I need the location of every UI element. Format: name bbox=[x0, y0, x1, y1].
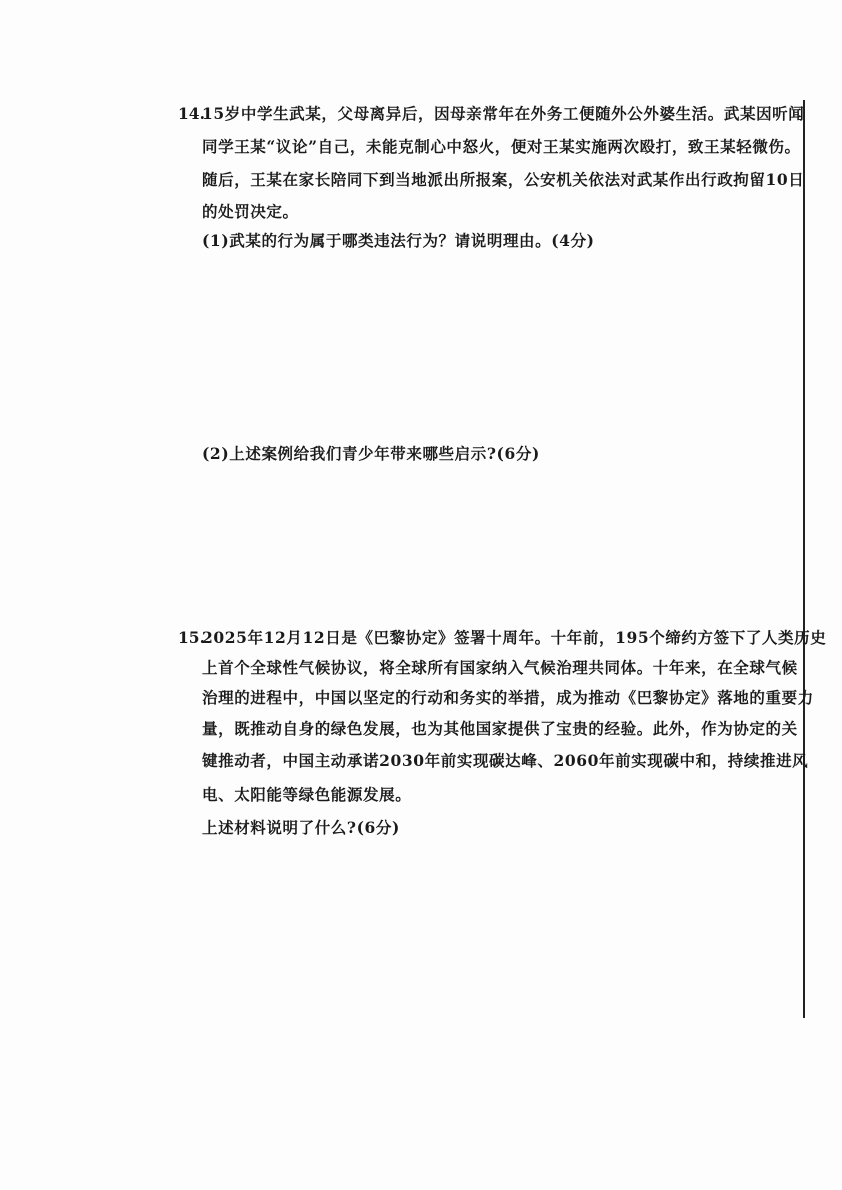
question-15-line-6: 电、太阳能等绿色能源发展。 bbox=[202, 785, 412, 804]
question-15-prompt: 上述材料说明了什么?(6分) bbox=[202, 818, 400, 837]
question-14-line-1: 15岁中学生武某，父母离异后，因母亲常年在外务工便随外公外婆生活。武某因听闻 bbox=[202, 104, 805, 123]
question-15-number: 15. bbox=[178, 628, 205, 647]
question-14-line-3: 随后，王某在家长陪同下到当地派出所报案，公安机关依法对武某作出行政拘留10日 bbox=[202, 170, 805, 189]
question-15-line-5: 键推动者，中国主动承诺2030年前实现碳达峰、2060年前实现碳中和，持续推进风 bbox=[202, 751, 809, 770]
question-14-line-4: 的处罚决定。 bbox=[202, 202, 299, 221]
question-15-line-3: 治理的进程中，中国以坚定的行动和务实的举措，成为推动《巴黎协定》落地的重要力 bbox=[202, 688, 814, 707]
question-15-line-1: 2025年12月12日是《巴黎协定》签署十周年。十年前，195个缔约方签下了人类历史 bbox=[202, 628, 827, 647]
question-14-number: 14. bbox=[178, 104, 205, 123]
question-14-sub-1: (1)武某的行为属于哪类违法行为？请说明理由。(4分) bbox=[202, 231, 595, 250]
question-15-line-4: 量，既推动自身的绿色发展，也为其他国家提供了宝贵的经验。此外，作为协定的关 bbox=[202, 719, 798, 738]
margin-rule-line bbox=[803, 100, 805, 1018]
question-14-sub-2: (2)上述案例给我们青少年带来哪些启示?(6分) bbox=[202, 444, 540, 463]
question-15-line-2: 上首个全球性气候协议，将全球所有国家纳入气候治理共同体。十年来，在全球气候 bbox=[202, 658, 798, 677]
question-14-line-2: 同学王某“议论”自己，未能克制心中怒火，便对王某实施两次殴打，致王某轻微伤。 bbox=[202, 137, 801, 156]
